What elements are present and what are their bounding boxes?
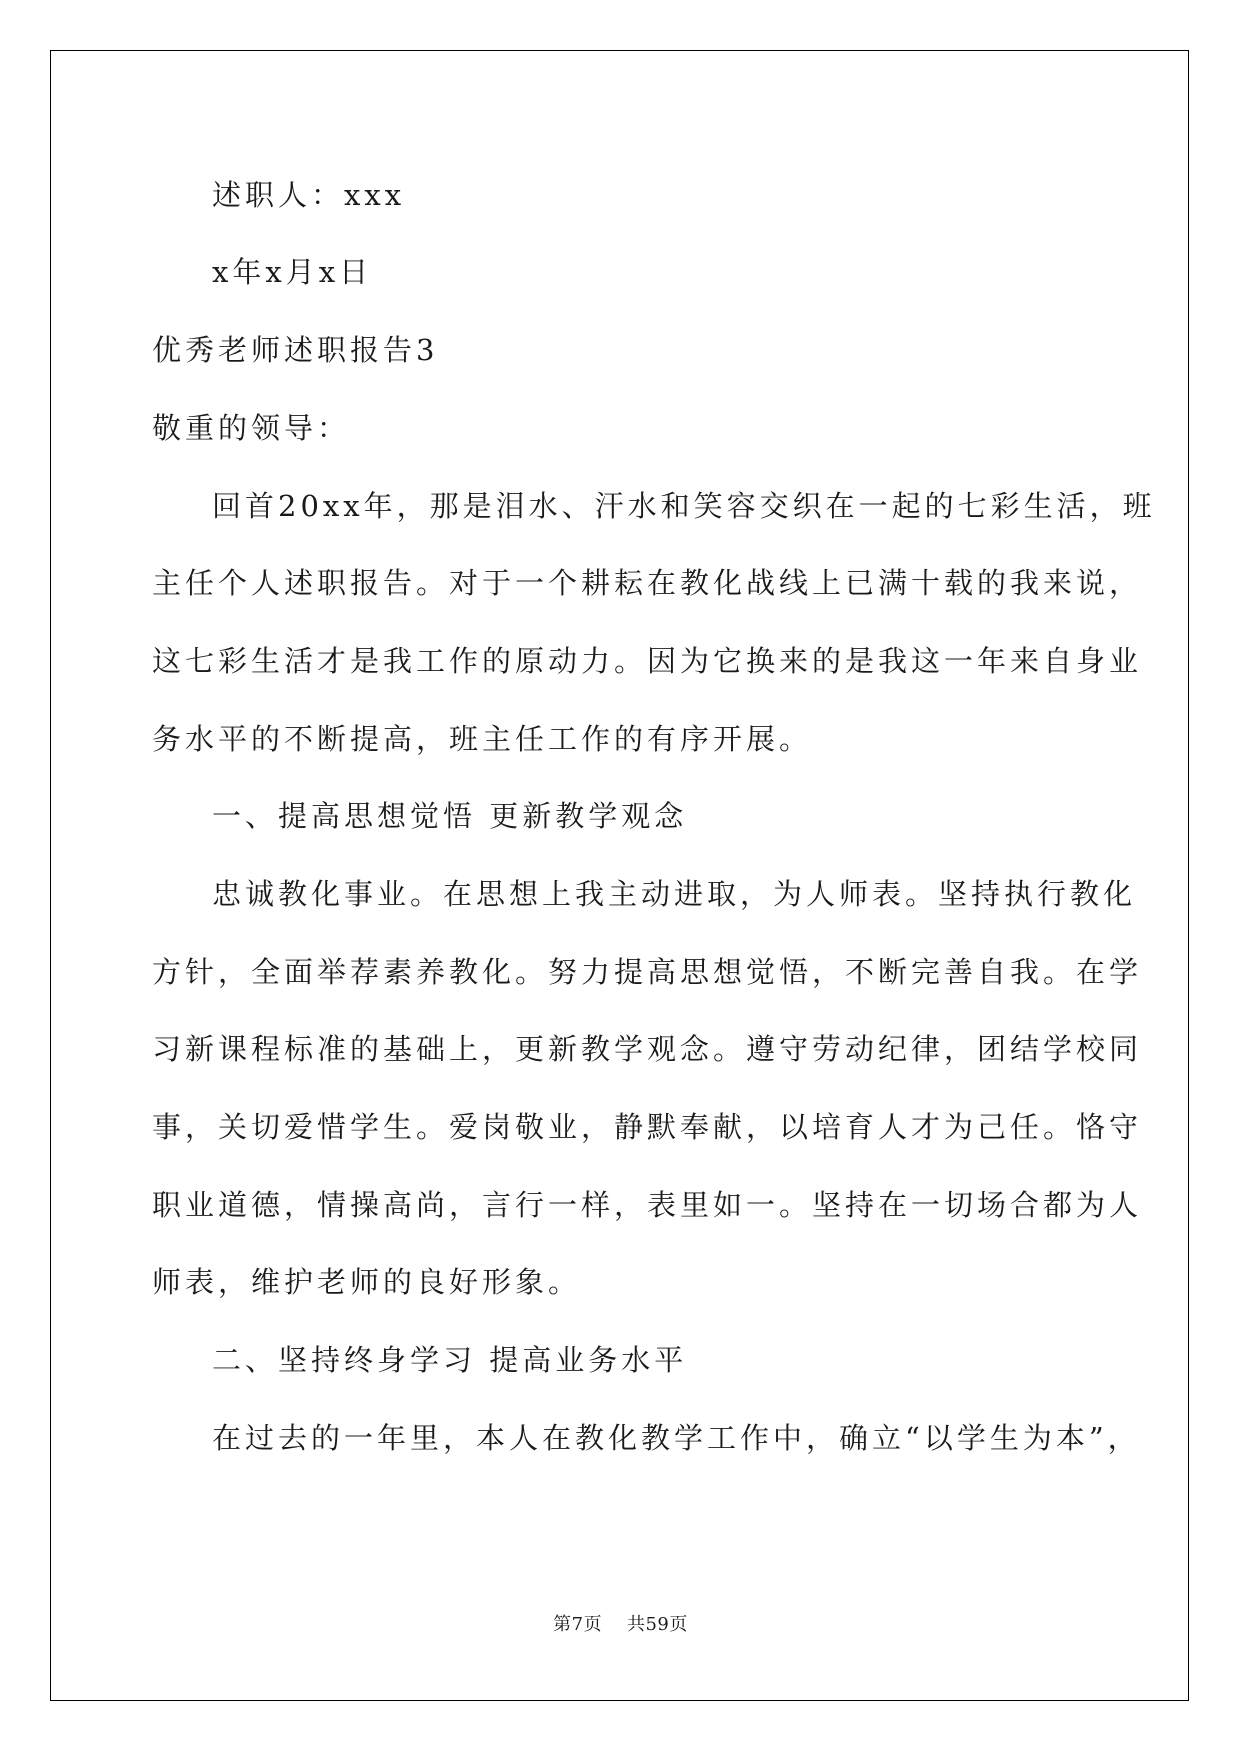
paragraph-line: 忠诚教化事业。在思想上我主动进取，为人师表。坚持执行教化: [212, 877, 1137, 911]
paragraph-line: 习新课程标准的基础上，更新教学观念。遵守劳动纪律，团结学校同: [152, 1032, 1143, 1066]
paragraph-line: 事，关切爱惜学生。爱岗敬业，静默奉献，以培育人才为己任。恪守: [152, 1110, 1143, 1144]
paragraph-line: 方针，全面举荐素养教化。努力提高思想觉悟，不断完善自我。在学: [152, 955, 1143, 989]
paragraph-line: 主任个人述职报告。对于一个耕耘在教化战线上已满十载的我来说，: [152, 566, 1143, 600]
page-footer: [0, 1613, 1241, 1637]
reporter-line: 述职人：xxx: [212, 178, 406, 212]
date-line: x年x月x日: [212, 255, 373, 289]
footer-gap: [602, 1614, 627, 1635]
total-pages: 共59页: [626, 1614, 688, 1635]
section-heading-2: 二、坚持终身学习 提高业务水平: [212, 1343, 688, 1377]
paragraph-line: 务水平的不断提高，班主任工作的有序开展。: [152, 722, 813, 756]
paragraph-line: 师表，维护老师的良好形象。: [152, 1265, 582, 1299]
report-title: 优秀老师述职报告3: [152, 333, 439, 367]
paragraph-line: 职业道德，情操高尚，言行一样，表里如一。坚持在一切场合都为人: [152, 1188, 1143, 1222]
salutation: 敬重的领导：: [152, 411, 351, 445]
section-heading-1: 一、提高思想觉悟 更新教学观念: [212, 799, 688, 833]
paragraph-line: 这七彩生活才是我工作的原动力。因为它换来的是我这一年来自身业: [152, 644, 1143, 678]
paragraph-line: 回首20xx年，那是泪水、汗水和笑容交织在一起的七彩生活，班: [212, 489, 1156, 523]
paragraph-line: 在过去的一年里，本人在教化教学工作中，确立“以学生为本”，: [212, 1421, 1141, 1455]
page-number: 第7页: [553, 1614, 603, 1635]
